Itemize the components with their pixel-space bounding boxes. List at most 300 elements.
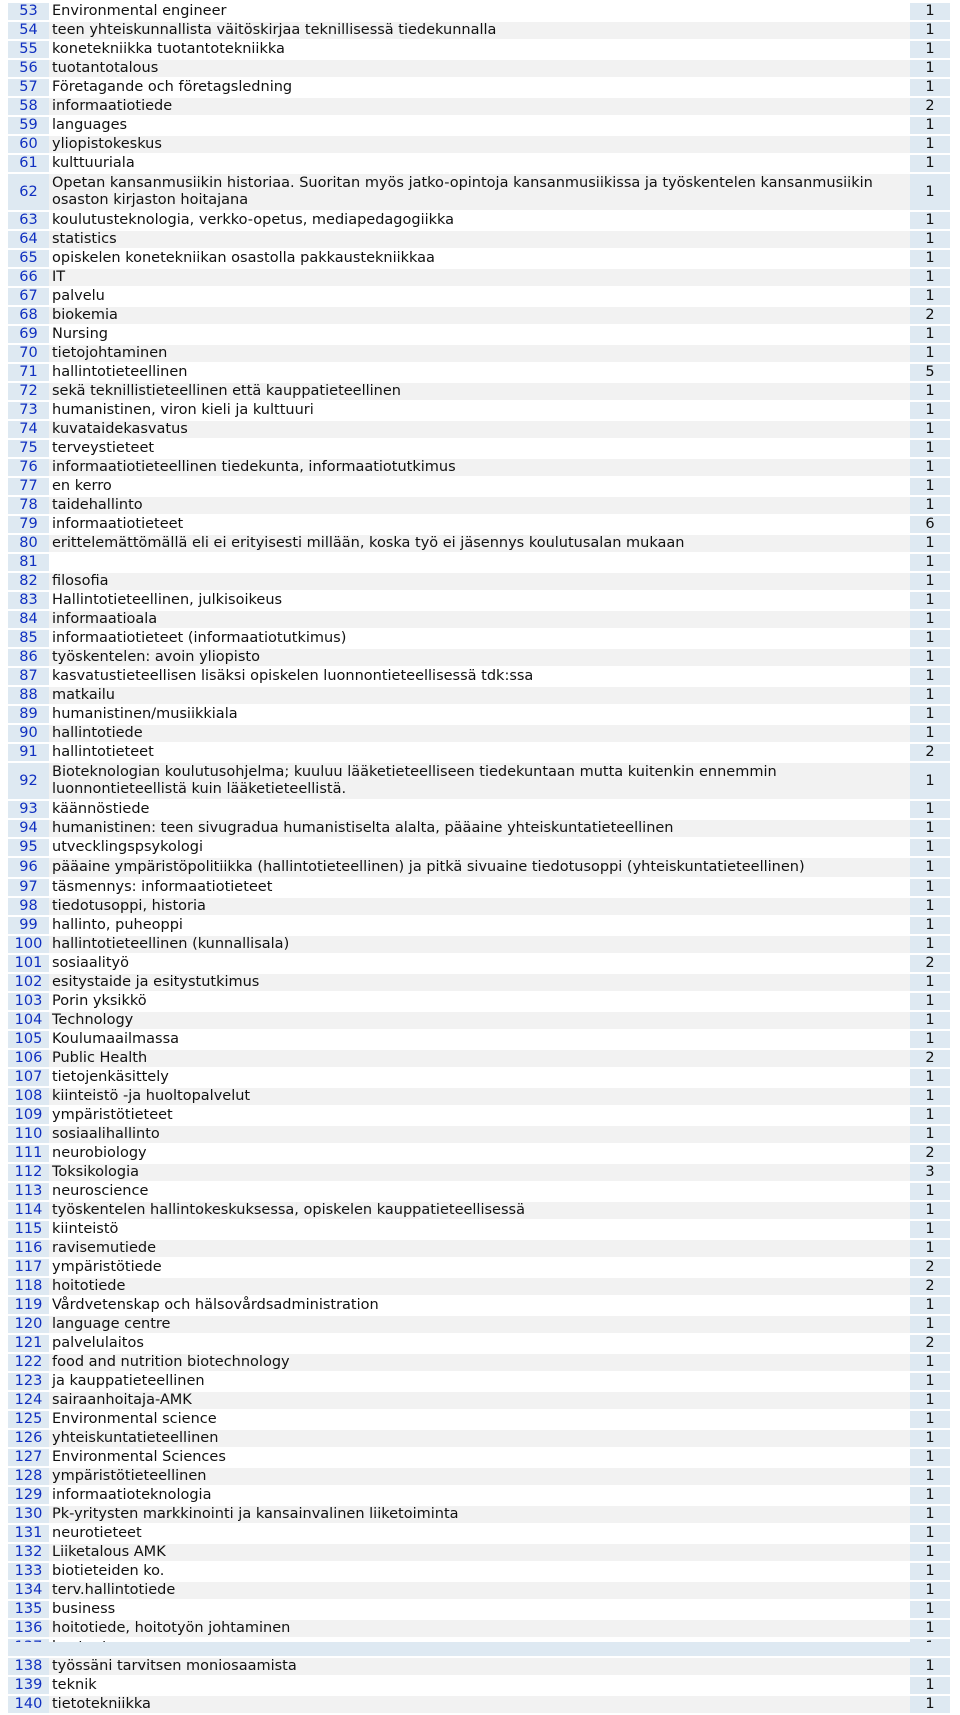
row-text: kasvatustieteellisen lisäksi opiskelen luonnontieteellisessä tdk:ssa [49, 668, 910, 685]
row-text: esitystaide ja esitystutkimus [49, 974, 910, 991]
row-text: Environmental Sciences [49, 1449, 910, 1466]
row-count: 1 [910, 459, 950, 476]
table-row [8, 1563, 950, 1580]
row-count: 3 [910, 1164, 950, 1181]
row-text: sosiaalihallinto [49, 1126, 910, 1143]
row-text: täsmennys: informaatiotieteet [49, 879, 910, 896]
row-count: 1 [910, 535, 950, 552]
row-count: 1 [910, 725, 950, 742]
row-number: 82 [8, 573, 49, 590]
row-text: neuroscience [49, 1183, 910, 1200]
response-table [8, 1, 950, 1715]
row-text: tiedotusoppi, historia [49, 898, 910, 915]
row-count: 1 [910, 174, 950, 210]
row-number: 83 [8, 592, 49, 609]
row-number: 56 [8, 60, 49, 77]
row-number: 90 [8, 725, 49, 742]
row-number: 129 [8, 1487, 49, 1504]
row-number: 85 [8, 630, 49, 647]
row-text: kuvataidekasvatus [49, 421, 910, 438]
row-count: 1 [910, 269, 950, 286]
row-count: 1 [910, 936, 950, 953]
row-text: sekä teknillistieteellinen että kauppatieteellinen [49, 383, 910, 400]
table-row [8, 1183, 950, 1200]
row-number: 66 [8, 269, 49, 286]
table-row [8, 993, 950, 1010]
row-text: language centre [49, 1316, 910, 1333]
table-footer-bar [8, 1642, 950, 1656]
row-count: 1 [910, 898, 950, 915]
row-text: Technology [49, 1012, 910, 1029]
row-number: 113 [8, 1183, 49, 1200]
row-number: 119 [8, 1297, 49, 1314]
row-text: kiinteistö [49, 1221, 910, 1238]
row-count: 1 [910, 1487, 950, 1504]
table-row [8, 1278, 950, 1295]
row-text: informaatiotieteellinen tiedekunta, informaatiotutkimus [49, 459, 910, 476]
row-count: 1 [910, 345, 950, 362]
table-row [8, 1677, 950, 1694]
row-number: 106 [8, 1050, 49, 1067]
row-text: konetekniikka tuotantotekniikka [49, 41, 910, 58]
row-count: 2 [910, 1278, 950, 1295]
row-count: 1 [910, 1012, 950, 1029]
table-row [8, 1392, 950, 1409]
row-count: 2 [910, 98, 950, 115]
table-row [8, 1031, 950, 1048]
row-text: kiinteistö -ja huoltopalvelut [49, 1088, 910, 1105]
row-text: IT [49, 269, 910, 286]
row-count: 1 [910, 1563, 950, 1580]
table-row [8, 839, 950, 856]
row-number: 53 [8, 3, 49, 20]
row-number: 111 [8, 1145, 49, 1162]
row-text: humanistinen, viron kieli ja kulttuuri [49, 402, 910, 419]
table-row [8, 155, 950, 172]
row-text: pääaine ympäristöpolitiikka (hallintotieteellinen) ja pitkä sivuaine tiedotusoppi (yhteiskuntatieteellinen) [49, 858, 910, 877]
table-row [8, 592, 950, 609]
table-row [8, 212, 950, 229]
row-text: terveystieteet [49, 440, 910, 457]
row-number: 65 [8, 250, 49, 267]
row-count: 5 [910, 364, 950, 381]
row-number: 71 [8, 364, 49, 381]
row-count: 1 [910, 22, 950, 39]
table-row [8, 1487, 950, 1504]
row-number: 117 [8, 1259, 49, 1276]
table-row [8, 1620, 950, 1637]
row-number: 68 [8, 307, 49, 324]
row-number: 118 [8, 1278, 49, 1295]
table-row [8, 1658, 950, 1675]
row-number: 73 [8, 402, 49, 419]
row-text: en kerro [49, 478, 910, 495]
row-count: 1 [910, 497, 950, 514]
table-row [8, 1012, 950, 1029]
row-text: Porin yksikkö [49, 993, 910, 1010]
row-text: informaatiotieteet (informaatiotutkimus) [49, 630, 910, 647]
row-count: 1 [910, 917, 950, 934]
row-number: 100 [8, 936, 49, 953]
table-row [8, 1601, 950, 1618]
row-text: sosiaalityö [49, 955, 910, 972]
row-number: 108 [8, 1088, 49, 1105]
row-count: 1 [910, 1297, 950, 1314]
row-text: hallintotieteet [49, 744, 910, 761]
row-number: 114 [8, 1202, 49, 1219]
row-count: 1 [910, 231, 950, 248]
row-number: 132 [8, 1544, 49, 1561]
row-count: 1 [910, 554, 950, 571]
row-text: Liiketalous AMK [49, 1544, 910, 1561]
row-text: Environmental engineer [49, 3, 910, 20]
row-text: työssäni tarvitsen moniosaamista [49, 1658, 910, 1675]
table-row [8, 974, 950, 991]
row-text: tietojohtaminen [49, 345, 910, 362]
row-number: 70 [8, 345, 49, 362]
row-number: 140 [8, 1696, 49, 1713]
table-row [8, 630, 950, 647]
table-row [8, 326, 950, 343]
row-count: 1 [910, 60, 950, 77]
row-text: Hallintotieteellinen, julkisoikeus [49, 592, 910, 609]
row-number: 95 [8, 839, 49, 856]
table-row [8, 60, 950, 77]
row-count: 1 [910, 1183, 950, 1200]
table-row [8, 1164, 950, 1181]
row-text: Bioteknologian koulutusohjelma; kuuluu lääketieteelliseen tiedekuntaan mutta kuitenkin ennemmin luonnontieteellistä kuin lääketieteellistä. [49, 763, 910, 799]
row-count: 1 [910, 402, 950, 419]
table-row [8, 288, 950, 305]
row-number: 98 [8, 898, 49, 915]
table-row [8, 269, 950, 286]
row-number: 103 [8, 993, 49, 1010]
row-count: 1 [910, 1582, 950, 1599]
row-number: 110 [8, 1126, 49, 1143]
row-text: työskentelen hallintokeskuksessa, opiskelen kauppatieteellisessä [49, 1202, 910, 1219]
row-text: tietojenkäsittely [49, 1069, 910, 1086]
table-row [8, 1259, 950, 1276]
table-row [8, 1297, 950, 1314]
row-count: 1 [910, 117, 950, 134]
row-number: 120 [8, 1316, 49, 1333]
table-row [8, 936, 950, 953]
row-number: 63 [8, 212, 49, 229]
row-number: 58 [8, 98, 49, 115]
row-text: palvelu [49, 288, 910, 305]
row-count: 1 [910, 858, 950, 877]
row-number: 91 [8, 744, 49, 761]
table-row [8, 1107, 950, 1124]
table-row [8, 955, 950, 972]
row-number: 107 [8, 1069, 49, 1086]
table-row [8, 22, 950, 39]
row-count: 1 [910, 1601, 950, 1618]
row-number: 133 [8, 1563, 49, 1580]
table-row [8, 79, 950, 96]
table-row [8, 1240, 950, 1257]
table-row [8, 41, 950, 58]
row-count: 1 [910, 820, 950, 837]
row-number: 59 [8, 117, 49, 134]
row-text: humanistinen/musiikkiala [49, 706, 910, 723]
row-count: 1 [910, 1107, 950, 1124]
row-count: 1 [910, 1449, 950, 1466]
row-count: 1 [910, 649, 950, 666]
row-number: 105 [8, 1031, 49, 1048]
table-row [8, 383, 950, 400]
table-row [8, 1316, 950, 1333]
row-count: 1 [910, 1620, 950, 1637]
row-text: statistics [49, 231, 910, 248]
table-row [8, 459, 950, 476]
row-text: Vårdvetenskap och hälsovårdsadministration [49, 1297, 910, 1314]
row-number: 88 [8, 687, 49, 704]
row-count: 1 [910, 879, 950, 896]
row-number: 125 [8, 1411, 49, 1428]
row-number: 135 [8, 1601, 49, 1618]
row-count: 1 [910, 79, 950, 96]
table-row [8, 345, 950, 362]
row-count: 1 [910, 573, 950, 590]
row-count: 1 [910, 1240, 950, 1257]
row-text: hallintotieteellinen [49, 364, 910, 381]
row-text: biotieteiden ko. [49, 1563, 910, 1580]
table-body [8, 3, 950, 1713]
row-text: yhteiskuntatieteellinen [49, 1430, 910, 1447]
row-count: 1 [910, 440, 950, 457]
row-count: 1 [910, 1506, 950, 1523]
table-row [8, 611, 950, 628]
row-count: 1 [910, 421, 950, 438]
row-text: Nursing [49, 326, 910, 343]
table-row [8, 1126, 950, 1143]
row-number: 80 [8, 535, 49, 552]
table-row [8, 820, 950, 837]
row-number: 109 [8, 1107, 49, 1124]
table-row [8, 1696, 950, 1713]
table-row [8, 1221, 950, 1238]
row-text: informaatioala [49, 611, 910, 628]
row-number: 128 [8, 1468, 49, 1485]
row-text: taidehallinto [49, 497, 910, 514]
row-number: 139 [8, 1677, 49, 1694]
table-row [8, 1373, 950, 1390]
row-count: 2 [910, 744, 950, 761]
row-number: 104 [8, 1012, 49, 1029]
row-count: 1 [910, 1373, 950, 1390]
table-row [8, 117, 950, 134]
row-number: 55 [8, 41, 49, 58]
row-number: 84 [8, 611, 49, 628]
row-number: 57 [8, 79, 49, 96]
table-row [8, 1544, 950, 1561]
row-count: 1 [910, 478, 950, 495]
row-number: 130 [8, 1506, 49, 1523]
table-row [8, 649, 950, 666]
row-number: 97 [8, 879, 49, 896]
table-row [8, 554, 950, 571]
row-count: 1 [910, 212, 950, 229]
row-text: hallintotiede [49, 725, 910, 742]
row-number: 131 [8, 1525, 49, 1542]
row-number: 87 [8, 668, 49, 685]
row-number: 93 [8, 801, 49, 818]
row-count: 2 [910, 1259, 950, 1276]
table-row [8, 1468, 950, 1485]
row-number: 79 [8, 516, 49, 533]
row-text: hallinto, puheoppi [49, 917, 910, 934]
row-count: 1 [910, 630, 950, 647]
table-row [8, 1088, 950, 1105]
row-count: 1 [910, 1221, 950, 1238]
table-row [8, 801, 950, 818]
row-number: 136 [8, 1620, 49, 1637]
table-row [8, 898, 950, 915]
row-text: filosofia [49, 573, 910, 590]
table-row [8, 364, 950, 381]
row-count: 1 [910, 3, 950, 20]
table-row [8, 1069, 950, 1086]
table-row [8, 402, 950, 419]
row-count: 1 [910, 1069, 950, 1086]
row-text: Environmental science [49, 1411, 910, 1428]
row-text: informaatiotiede [49, 98, 910, 115]
row-count: 1 [910, 763, 950, 799]
table-row [8, 478, 950, 495]
row-count: 1 [910, 1031, 950, 1048]
row-text: neurotieteet [49, 1525, 910, 1542]
row-count: 1 [910, 1677, 950, 1694]
table-row [8, 744, 950, 761]
row-count: 1 [910, 288, 950, 305]
row-number: 61 [8, 155, 49, 172]
row-text: kulttuuriala [49, 155, 910, 172]
row-number: 62 [8, 174, 49, 210]
row-text: erittelemättömällä eli ei erityisesti millään, koska työ ei jäsennys koulutusalan mukaan [49, 535, 910, 552]
row-number: 89 [8, 706, 49, 723]
row-count: 1 [910, 1658, 950, 1675]
table-row [8, 706, 950, 723]
row-number: 102 [8, 974, 49, 991]
row-text: humanistinen: teen sivugradua humanistiselta alalta, pääaine yhteiskuntatieteellinen [49, 820, 910, 837]
row-count: 1 [910, 1544, 950, 1561]
row-text: matkailu [49, 687, 910, 704]
table-row [8, 440, 950, 457]
row-number: 138 [8, 1658, 49, 1675]
row-number: 94 [8, 820, 49, 837]
row-count: 2 [910, 955, 950, 972]
table-row [8, 725, 950, 742]
table-row [8, 250, 950, 267]
table-row [8, 1582, 950, 1599]
row-number: 64 [8, 231, 49, 248]
row-text: Toksikologia [49, 1164, 910, 1181]
row-count: 1 [910, 250, 950, 267]
row-text: tuotantotalous [49, 60, 910, 77]
row-count: 1 [910, 1088, 950, 1105]
row-count: 1 [910, 993, 950, 1010]
row-text: informaatioteknologia [49, 1487, 910, 1504]
row-text: teknik [49, 1677, 910, 1694]
row-count: 1 [910, 1525, 950, 1542]
row-count: 6 [910, 516, 950, 533]
row-text: Public Health [49, 1050, 910, 1067]
table-row [8, 174, 950, 210]
row-count: 1 [910, 592, 950, 609]
table-row [8, 1506, 950, 1523]
row-text: ja kauppatieteellinen [49, 1373, 910, 1390]
row-text: hallintotieteellinen (kunnallisala) [49, 936, 910, 953]
table-row [8, 1145, 950, 1162]
table-row [8, 763, 950, 799]
table-row [8, 1525, 950, 1542]
row-text: työskentelen: avoin yliopisto [49, 649, 910, 666]
row-text: food and nutrition biotechnology [49, 1354, 910, 1371]
row-text: Koulumaailmassa [49, 1031, 910, 1048]
row-text: languages [49, 117, 910, 134]
row-number: 123 [8, 1373, 49, 1390]
row-number: 81 [8, 554, 49, 571]
row-number: 101 [8, 955, 49, 972]
row-number: 92 [8, 763, 49, 799]
row-count: 1 [910, 1354, 950, 1371]
row-text: ympäristötiede [49, 1259, 910, 1276]
row-number: 67 [8, 288, 49, 305]
row-number: 99 [8, 917, 49, 934]
row-count: 1 [910, 1411, 950, 1428]
row-number: 54 [8, 22, 49, 39]
row-number: 121 [8, 1335, 49, 1352]
row-number: 78 [8, 497, 49, 514]
row-count: 1 [910, 41, 950, 58]
row-text: hoitotiede, hoitotyön johtaminen [49, 1620, 910, 1637]
table-row [8, 1354, 950, 1371]
row-count: 1 [910, 706, 950, 723]
row-count: 1 [910, 1430, 950, 1447]
row-text: koulutusteknologia, verkko-opetus, mediapedagogiikka [49, 212, 910, 229]
table-row [8, 307, 950, 324]
row-text: ravisemutiede [49, 1240, 910, 1257]
row-number: 76 [8, 459, 49, 476]
table-row [8, 1430, 950, 1447]
table-row [8, 687, 950, 704]
row-number: 134 [8, 1582, 49, 1599]
row-text: terv.hallintotiede [49, 1582, 910, 1599]
row-text: ympäristötieteet [49, 1107, 910, 1124]
row-text: ympäristötieteellinen [49, 1468, 910, 1485]
row-text: Opetan kansanmusiikin historiaa. Suoritan myös jatko-opintoja kansanmusiikissa ja työskentelen kansanmusiikin osaston kirjaston hoitajana [49, 174, 910, 210]
row-text: teen yhteiskunnallista väitöskirjaa teknillisessä tiedekunnalla [49, 22, 910, 39]
table-row [8, 1449, 950, 1466]
row-number: 72 [8, 383, 49, 400]
row-number: 124 [8, 1392, 49, 1409]
row-number: 122 [8, 1354, 49, 1371]
row-text: hoitotiede [49, 1278, 910, 1295]
row-count: 1 [910, 668, 950, 685]
table-row [8, 1050, 950, 1067]
table-row [8, 858, 950, 877]
row-number: 116 [8, 1240, 49, 1257]
row-count: 1 [910, 1696, 950, 1713]
table-row [8, 421, 950, 438]
table-row [8, 136, 950, 153]
row-count: 1 [910, 801, 950, 818]
row-text: neurobiology [49, 1145, 910, 1162]
row-count: 1 [910, 155, 950, 172]
row-text: Pk-yritysten markkinointi ja kansainvalinen liiketoiminta [49, 1506, 910, 1523]
row-count: 2 [910, 1145, 950, 1162]
